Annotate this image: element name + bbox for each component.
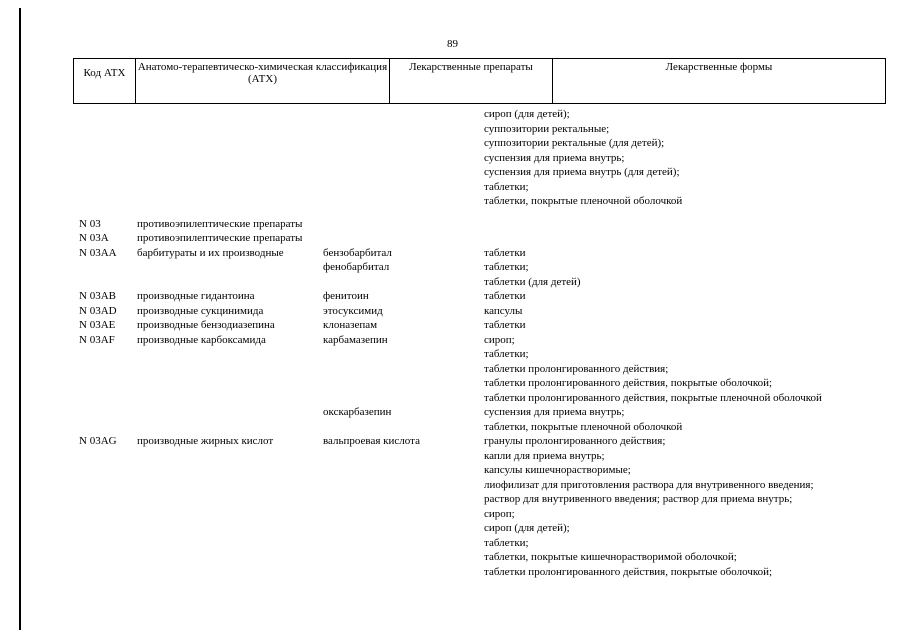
table-row <box>79 231 889 246</box>
dosage-forms <box>484 318 889 333</box>
atc-classification: барбитураты и их производные <box>137 246 284 259</box>
dosage-form: сироп (для детей); <box>484 108 570 120</box>
atc-classification: производные карбоксамида <box>137 333 266 346</box>
atc-code: N 03AD <box>79 304 117 317</box>
table-row <box>79 246 889 261</box>
atc-code <box>79 260 137 289</box>
dosage-form: сироп; <box>484 507 515 520</box>
atc-classification <box>137 405 323 434</box>
dosage-forms <box>484 231 889 246</box>
drug-name: фенитоин <box>323 290 369 302</box>
dosage-forms <box>484 246 889 261</box>
drug-name: этосуксимид <box>323 304 383 317</box>
table-row <box>79 405 889 434</box>
table-row <box>79 318 889 333</box>
dosage-form: суспензия для приема внутрь (для детей); <box>484 166 680 178</box>
dosage-form: сироп (для детей); <box>484 522 570 534</box>
table-row <box>79 434 889 579</box>
left-margin-line <box>19 8 21 630</box>
dosage-form: гранулы пролонгированного действия; <box>484 435 666 447</box>
dosage-form: таблетки пролонгированного действия, покрытые пленочной оболочкой <box>484 391 822 404</box>
table-row <box>79 289 889 304</box>
dosage-form: суппозитории ректальные (для детей); <box>484 137 665 149</box>
dosage-form: суппозитории ректальные; <box>484 122 610 135</box>
dosage-forms <box>484 405 889 434</box>
dosage-form: таблетки пролонгированного действия, покрытые оболочкой; <box>484 565 773 578</box>
table-row <box>79 333 889 406</box>
header-classification: Анатомо-терапевтическо-химическая классификация (АТХ) <box>136 59 390 103</box>
page-number: 89 <box>447 38 458 50</box>
drug-name: клоназепам <box>323 319 378 331</box>
dosage-form: таблетки, покрытые пленочной оболочкой <box>484 195 683 207</box>
dosage-form: капсулы <box>484 304 523 317</box>
header-code: Код АТХ <box>74 59 136 103</box>
dosage-form: таблетки; <box>484 348 529 360</box>
drug-name: карбамазепин <box>323 333 388 346</box>
table-body <box>79 107 889 579</box>
drug-name <box>323 217 484 232</box>
table-row <box>79 260 889 289</box>
atc-classification <box>137 260 323 289</box>
table-row <box>79 304 889 319</box>
dosage-form: таблетки пролонгированного действия, покрытые оболочкой; <box>484 377 773 389</box>
drug-name: бензобарбитал <box>323 246 392 259</box>
atc-code: N 03A <box>79 232 109 244</box>
dosage-form: таблетки; <box>484 261 529 273</box>
dosage-form: раствор для внутривенного введения; раствор для приема внутрь; <box>484 493 793 505</box>
dosage-form: таблетки <box>484 246 526 259</box>
dosage-forms <box>484 260 889 289</box>
atc-classification: производные жирных кислот <box>137 435 274 447</box>
atc-code <box>79 405 137 434</box>
dosage-form: таблетки (для детей) <box>484 275 581 288</box>
dosage-form: капсулы кишечнорастворимые; <box>484 464 631 476</box>
dosage-forms <box>484 434 889 579</box>
atc-code: N 03AE <box>79 319 116 331</box>
dosage-forms <box>484 333 889 406</box>
dosage-form: таблетки <box>484 290 526 302</box>
atc-code: N 03 <box>79 217 101 230</box>
atc-classification: противоэпилептические препараты <box>137 217 303 230</box>
dosage-form: капли для приема внутрь; <box>484 449 605 462</box>
dosage-form: таблетки; <box>484 536 529 549</box>
atc-classification: производные сукцинимида <box>137 304 264 317</box>
dosage-form: лиофилизат для приготовления раствора для внутривенного введения; <box>484 478 814 491</box>
entry-rows <box>79 246 889 580</box>
continuation-forms <box>484 107 889 209</box>
atc-classification: противоэпилептические препараты <box>137 232 303 244</box>
dosage-form: таблетки <box>484 319 526 331</box>
table-header <box>73 58 886 104</box>
drug-name <box>323 231 484 246</box>
dosage-form: таблетки; <box>484 180 529 193</box>
dosage-forms <box>484 289 889 304</box>
dosage-form: таблетки, покрытые пленочной оболочкой <box>484 420 683 433</box>
drug-name: вальпроевая кислота <box>323 435 420 447</box>
dosage-form: суспензия для приема внутрь; <box>484 151 625 164</box>
atc-code: N 03AA <box>79 246 117 259</box>
group-rows <box>79 217 889 246</box>
table-row <box>79 217 889 232</box>
atc-code: N 03AG <box>79 435 117 447</box>
atc-classification: производные бензодиазепина <box>137 319 275 331</box>
header-forms: Лекарственные формы <box>665 61 773 73</box>
continuation-row <box>79 107 889 209</box>
atc-code: N 03AB <box>79 290 116 302</box>
drug-name: окскарбазепин <box>323 406 392 418</box>
dosage-form: суспензия для приема внутрь; <box>484 406 625 418</box>
header-drugs: Лекарственные препараты <box>390 59 553 103</box>
dosage-forms <box>484 217 889 232</box>
dosage-form: таблетки пролонгированного действия; <box>484 362 669 375</box>
atc-classification: производные гидантоина <box>137 290 255 302</box>
dosage-form: сироп; <box>484 333 515 346</box>
atc-code: N 03AF <box>79 333 115 346</box>
dosage-forms <box>484 304 889 319</box>
drug-name: фенобарбитал <box>323 261 390 273</box>
dosage-form: таблетки, покрытые кишечнорастворимой оболочкой; <box>484 551 737 563</box>
